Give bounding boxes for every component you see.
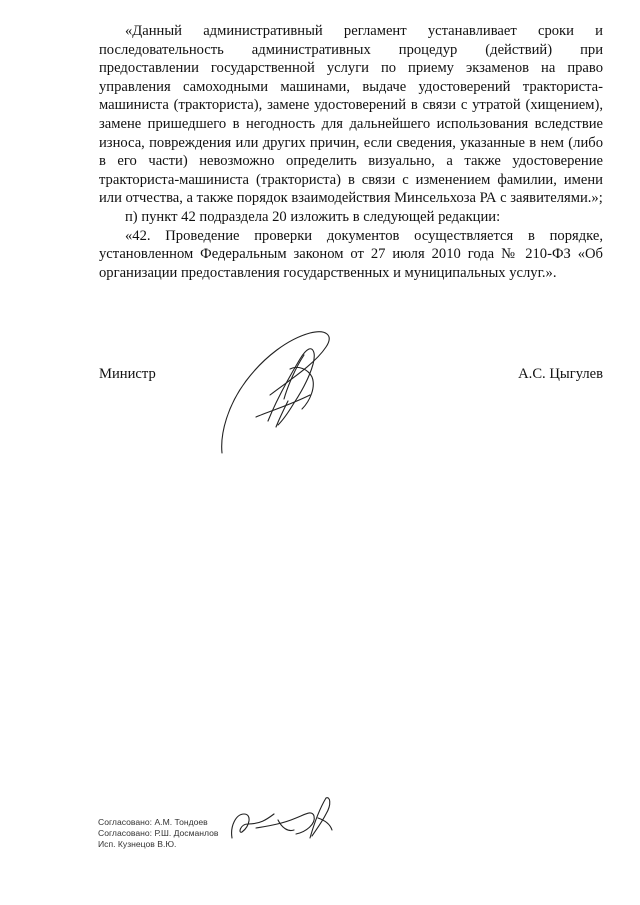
executor-line: Исп. Кузнецов В.Ю. <box>98 839 177 849</box>
paragraph-item-42: «42. Проведение проверки документов осуществляется в порядке, установленном Федеральным законом от 27 июля 2010 года № 210-ФЗ «Об организации предоставления государственных и муниципальных услуг.». <box>99 227 603 281</box>
approval-line-2: Согласовано: Р.Ш. Досманлов <box>98 828 219 838</box>
signatory-name: А.С. Цыгулев <box>518 366 603 382</box>
approval-footer <box>98 817 218 850</box>
signatory-role: Министр <box>99 366 156 382</box>
document-body <box>99 22 603 282</box>
handwritten-signature-icon <box>218 325 338 457</box>
approval-line-1: Согласовано: А.М. Тондоев <box>98 817 208 827</box>
paragraph-regulation-scope: «Данный административный регламент устанавливает сроки и последовательность административных процедур (действий) при предоставлении государственной услуги по приему экзаменов на право управления самоходными машинами, выдаче удостоверений тракториста-машиниста (тракториста), замене удостоверений в связи с утратой (хищением), замене пришедшего в негодность для дальнейшего использования вследствие износа, повреждения или других причин, если сведения, указанные в нем (либо в его части) невозможно определить визуально, а также удостоверение тракториста-машиниста (тракториста) в связи с изменением фамилии, имени или отчества, а также порядок взаимодействия Минсельхоза РА с заявителями.»; <box>99 23 603 207</box>
signature-block <box>99 366 603 386</box>
handwritten-initials-icon <box>226 794 338 844</box>
paragraph-item-p: п) пункт 42 подраздела 20 изложить в следующей редакции: <box>125 208 501 225</box>
